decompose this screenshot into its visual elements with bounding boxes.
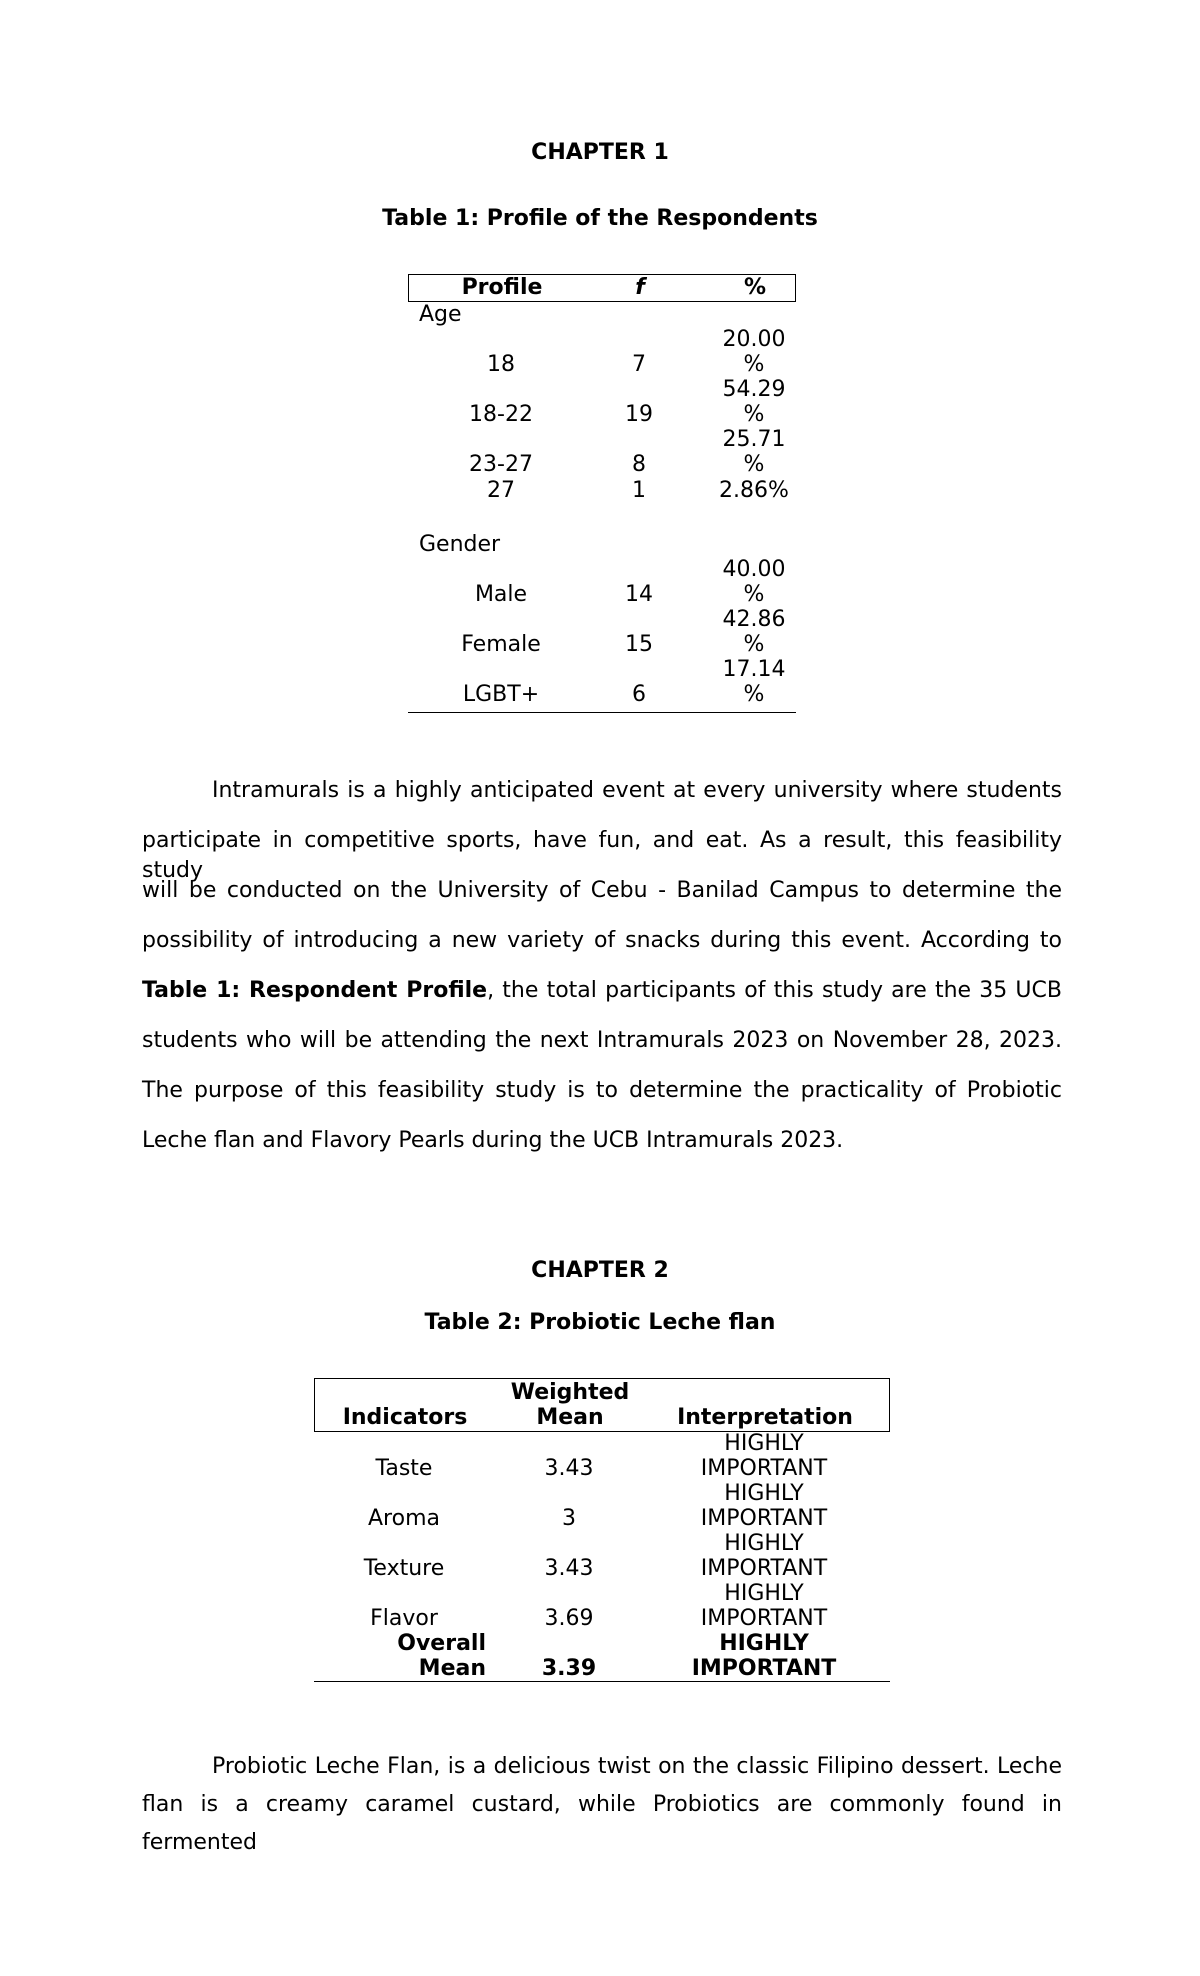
table-cell-f: 14 <box>625 582 653 607</box>
table-cell-interpretation: HIGHLY <box>724 1531 804 1556</box>
paragraph-line: The purpose of this feasibility study is to determine the practicality of Probiotic <box>142 1078 1062 1103</box>
table-cell-mean: 3.69 <box>544 1606 594 1631</box>
column-header-interpretation: Interpretation <box>677 1405 853 1430</box>
paragraph-line: possibility of introducing a new variety of snacks during this event. According to <box>142 928 1062 953</box>
table-cell-mean: 3.43 <box>544 1456 594 1481</box>
chapter-2-heading: CHAPTER 2 <box>531 1258 669 1283</box>
paragraph-line: students who will be attending the next Intramurals 2023 on November 28, 2023. <box>142 1028 1062 1053</box>
table-cell-profile: 18 <box>487 352 515 377</box>
table-cell-f: 1 <box>632 478 646 503</box>
table-1-header <box>408 274 796 302</box>
table-cell-indicator: Aroma <box>368 1506 440 1531</box>
chapter-2-paragraph <box>142 1748 1062 1862</box>
paragraph-line: participate in competitive sports, have fun, and eat. As a result, this feasibility study <box>142 828 1062 883</box>
table-cell-interpretation: IMPORTANT <box>700 1556 828 1581</box>
table-cell-f: 7 <box>632 352 646 377</box>
table-cell-percent: 40.00 <box>722 557 786 582</box>
table-cell-interpretation: HIGHLY <box>724 1581 804 1606</box>
table-cell-mean: 3 <box>562 1506 576 1531</box>
table-cell-percent-sign: % <box>743 402 765 427</box>
chapter-1-paragraph <box>142 776 1062 1176</box>
overall-mean-label: Mean <box>418 1656 486 1681</box>
table-cell-percent: 25.71 <box>722 427 786 452</box>
table-cell-profile: 18-22 <box>469 402 533 427</box>
column-header-indicators: Indicators <box>342 1405 468 1430</box>
table-1-bottom-rule <box>408 712 796 713</box>
table-cell-interpretation: IMPORTANT <box>700 1456 828 1481</box>
column-header-weighted: Weighted <box>510 1380 630 1405</box>
table-cell-interpretation: IMPORTANT <box>700 1506 828 1531</box>
table-cell-interpretation: HIGHLY <box>724 1431 804 1456</box>
table-cell-percent-sign: % <box>743 682 765 707</box>
table-cell-mean: 3.43 <box>544 1556 594 1581</box>
table-cell-percent: 20.00 <box>722 327 786 352</box>
table-cell-percent-sign: % <box>743 452 765 477</box>
table-1-title: Table 1: Profile of the Respondents <box>382 206 818 231</box>
table-cell-percent: 17.14 <box>722 657 786 682</box>
table-cell-percent-sign: % <box>743 352 765 377</box>
paragraph-line-with-reference <box>142 976 1062 1026</box>
table-cell-profile: 23-27 <box>469 452 533 477</box>
table-cell-profile: Female <box>461 632 541 657</box>
paragraph-line: flan is a creamy caramel custard, while Probiotics are commonly found in fermented <box>142 1792 1062 1855</box>
overall-mean-label: Overall <box>397 1631 486 1656</box>
column-header-mean: Mean <box>536 1405 604 1430</box>
overall-mean-value: 3.39 <box>541 1656 597 1681</box>
paragraph-line: will be conducted on the University of Cebu - Banilad Campus to determine the <box>142 878 1062 903</box>
paragraph-text: , the total participants of this study are the 35 UCB <box>487 978 1062 1003</box>
table-cell-profile: 27 <box>487 478 515 503</box>
table-cell-percent-sign: % <box>743 632 765 657</box>
table-cell-percent: 54.29 <box>722 377 786 402</box>
table-cell-interpretation: IMPORTANT <box>700 1606 828 1631</box>
chapter-1-heading: CHAPTER 1 <box>531 140 669 165</box>
column-header-percent: % <box>743 275 767 300</box>
table-cell-indicator: Flavor <box>370 1606 438 1631</box>
table-cell-percent: 2.86% <box>719 478 789 503</box>
table-cell-percent-sign: % <box>743 582 765 607</box>
table-cell-profile: LGBT+ <box>462 682 540 707</box>
table-reference: Table 1: Respondent Profile <box>142 978 488 1003</box>
group-label-gender: Gender <box>419 532 501 557</box>
table-cell-f: 8 <box>632 452 646 477</box>
table-2-bottom-rule <box>314 1681 890 1682</box>
table-cell-percent: 42.86 <box>722 607 786 632</box>
table-cell-indicator: Taste <box>375 1456 433 1481</box>
table-cell-f: 15 <box>625 632 653 657</box>
table-1-profile-of-respondents <box>408 274 796 714</box>
paragraph-line: Probiotic Leche Flan, is a delicious twist on the classic Filipino dessert. Leche <box>212 1754 1062 1779</box>
table-2-title: Table 2: Probiotic Leche flan <box>424 1310 776 1335</box>
paragraph-line: Intramurals is a highly anticipated event at every university where students <box>212 778 1062 803</box>
table-cell-f: 19 <box>625 402 653 427</box>
table-cell-interpretation: HIGHLY <box>724 1481 804 1506</box>
table-cell-profile: Male <box>474 582 528 607</box>
overall-interpretation: IMPORTANT <box>691 1656 837 1681</box>
paragraph-line: Leche flan and Flavory Pearls during the UCB Intramurals 2023. <box>142 1128 844 1153</box>
column-header-f: f <box>635 275 645 300</box>
group-label-age: Age <box>419 302 462 327</box>
table-2-header <box>314 1378 890 1432</box>
table-2-probiotic-leche-flan <box>314 1378 890 1684</box>
column-header-profile: Profile <box>461 275 543 300</box>
table-cell-f: 6 <box>632 682 646 707</box>
overall-interpretation: HIGHLY <box>719 1631 809 1656</box>
table-cell-indicator: Texture <box>363 1556 445 1581</box>
